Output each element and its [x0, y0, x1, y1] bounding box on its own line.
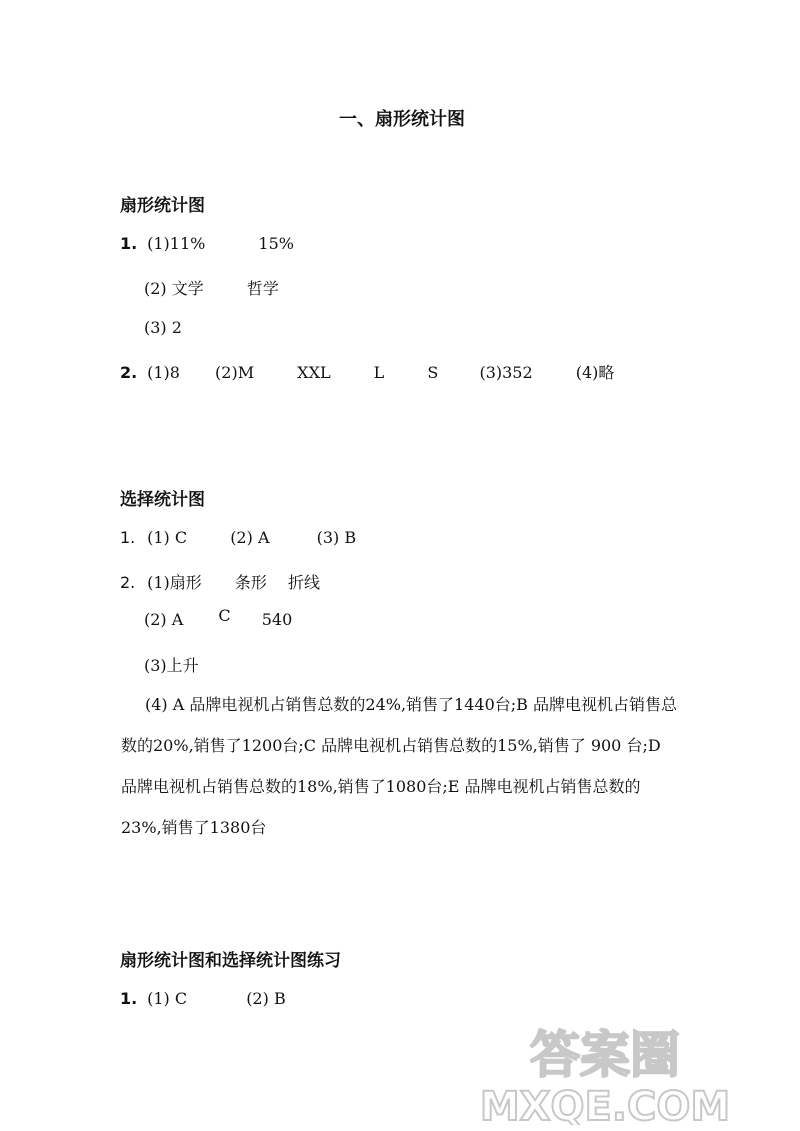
- watermark-site-text: MXQE.COM: [479, 1084, 731, 1125]
- page-title: 一、扇形统计图: [339, 109, 465, 130]
- answer-part: (4)略: [575, 363, 615, 382]
- answer-part: (2) A: [144, 610, 184, 629]
- answer-part: (3) B: [316, 528, 357, 547]
- answer-part: XXL: [297, 363, 331, 382]
- answer-part: (2) 文学: [144, 279, 204, 298]
- answer-line: [144, 653, 199, 676]
- answer-part: (3) 2: [144, 318, 182, 337]
- answer-part: (1) C: [147, 989, 188, 1008]
- answer-part: (3)上升: [144, 656, 199, 675]
- answer-line: [120, 570, 320, 593]
- answer-part: 哲学: [246, 279, 279, 298]
- answer-line: [144, 318, 182, 337]
- answer-line: [144, 606, 293, 629]
- watermark-logo: [420, 1020, 790, 1125]
- section-heading-choose-chart: 选择统计图: [120, 490, 205, 510]
- answer-part: (1) C: [147, 528, 188, 547]
- answer-part: S: [427, 363, 439, 382]
- answer-part: (1)11%: [147, 234, 206, 253]
- question-number: 2.: [120, 573, 136, 592]
- answer-line: [120, 989, 286, 1008]
- question-number: 1.: [120, 528, 136, 547]
- answer-part: 条形: [234, 573, 267, 592]
- answer-line: [120, 360, 614, 383]
- answer-part: 折线: [287, 573, 320, 592]
- answer-part: L: [373, 363, 385, 382]
- answer-part: (2) A: [230, 528, 270, 547]
- answer-line: [120, 528, 356, 547]
- section-heading-pie-chart: 扇形统计图: [120, 196, 205, 216]
- answer-part: (3)352: [479, 363, 533, 382]
- question-number: 2.: [120, 363, 138, 382]
- section-heading-practice: 扇形统计图和选择统计图练习: [120, 951, 341, 971]
- answer-part: (2) B: [246, 989, 286, 1008]
- answer-paragraph: (4) A 品牌电视机占销售总数的24%,销售了1440台;B 品牌电视机占销售总数的20%,销售了1200台;C 品牌电视机占销售总数的15%,销售了 900 台;D 品牌电视机占销售总数的18%,销售了1080台;E 品牌电视机占销售总数的23%,销售了1380台: [121, 695, 677, 837]
- answer-part: (1)扇形: [147, 573, 202, 592]
- watermark-logo-text: 答案圈: [530, 1026, 680, 1084]
- answer-part: 540: [261, 610, 293, 629]
- answer-part: C: [218, 606, 231, 625]
- question-number: 1.: [120, 234, 138, 253]
- answer-line: [120, 234, 294, 253]
- watermark-graphic: [420, 1020, 790, 1125]
- answer-line: [144, 276, 279, 299]
- answer-part: (1)8: [147, 363, 180, 382]
- answer-part: 15%: [258, 234, 294, 253]
- question-number: 1.: [120, 989, 138, 1008]
- answer-part: (2)M: [215, 363, 255, 382]
